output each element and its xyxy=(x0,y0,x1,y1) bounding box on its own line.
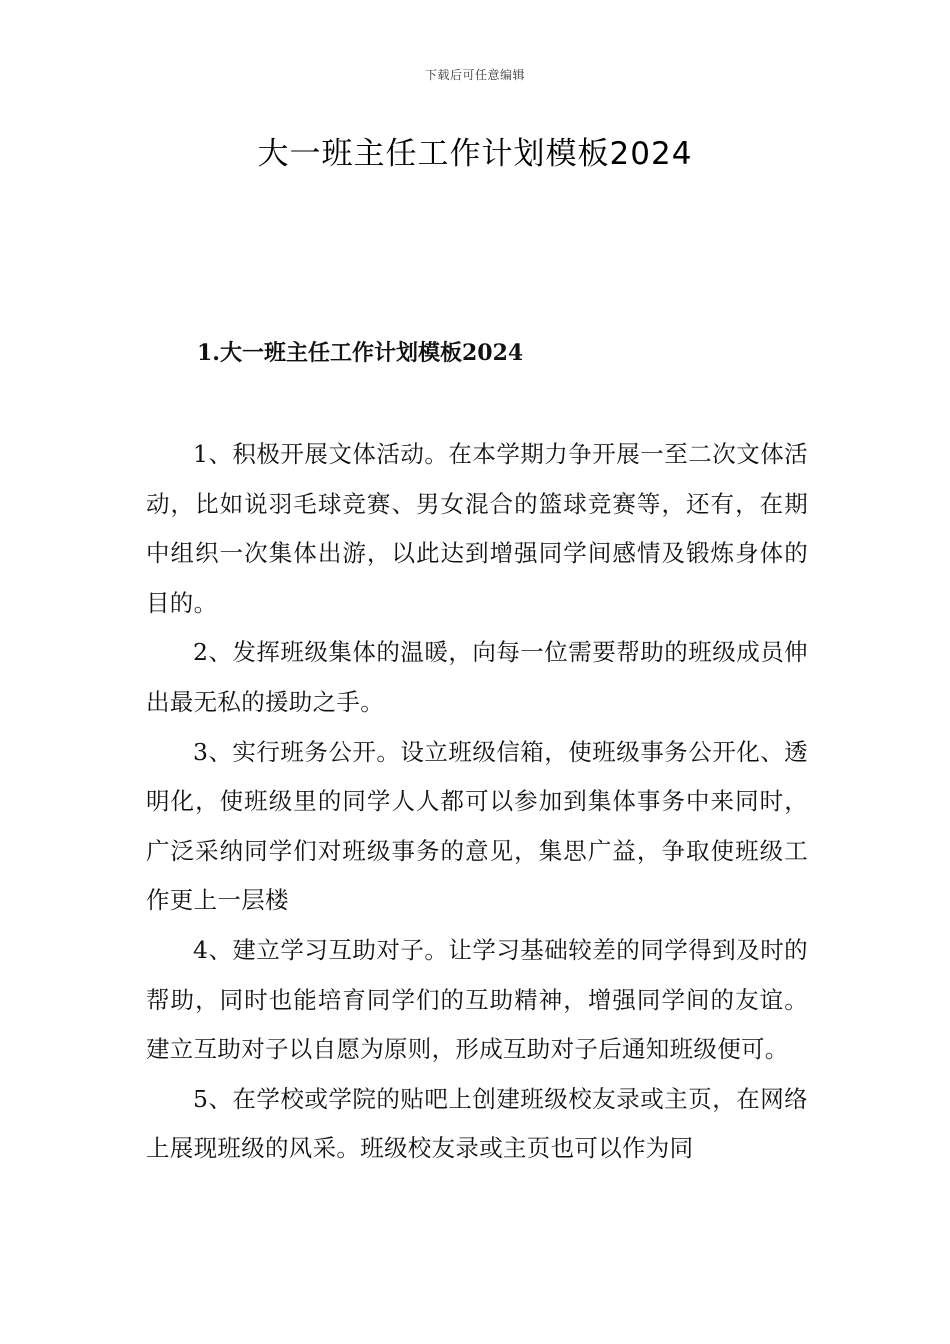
section-heading: 1.大一班主任工作计划模板2024 xyxy=(197,340,524,366)
paragraph-2: 2、发挥班级集体的温暖，向每一位需要帮助的班级成员伸出最无私的援助之手。 xyxy=(146,638,808,716)
document-title: 大一班主任工作计划模板2024 xyxy=(257,136,693,172)
document-body xyxy=(146,430,808,1174)
paragraph-1: 1、积极开展文体活动。在本学期力争开展一至二次文体活动，比如说羽毛球竞赛、男女混合的篮球竞赛等，还有，在期中组织一次集体出游，以此达到增强同学间感情及锻炼身体的目的。 xyxy=(146,440,808,617)
header-note: 下载后可任意编辑 xyxy=(424,68,525,82)
paragraph-3: 3、实行班务公开。设立班级信箱，使班级事务公开化、透明化，使班级里的同学人人都可以参加到集体事务中来同时，广泛采纳同学们对班级事务的意见，集思广益，争取使班级工作更上一层楼 xyxy=(146,737,808,915)
paragraph-5: 5、在学校或学院的贴吧上创建班级校友录或主页，在网络上展现班级的风采。班级校友录或主页也可以作为同 xyxy=(146,1084,808,1163)
paragraph-4: 4、建立学习互助对子。让学习基础较差的同学得到及时的帮助，同时也能培育同学们的互助精神，增强同学间的友谊。建立互助对子以自愿为原则，形成互助对子后通知班级便可。 xyxy=(146,935,808,1064)
